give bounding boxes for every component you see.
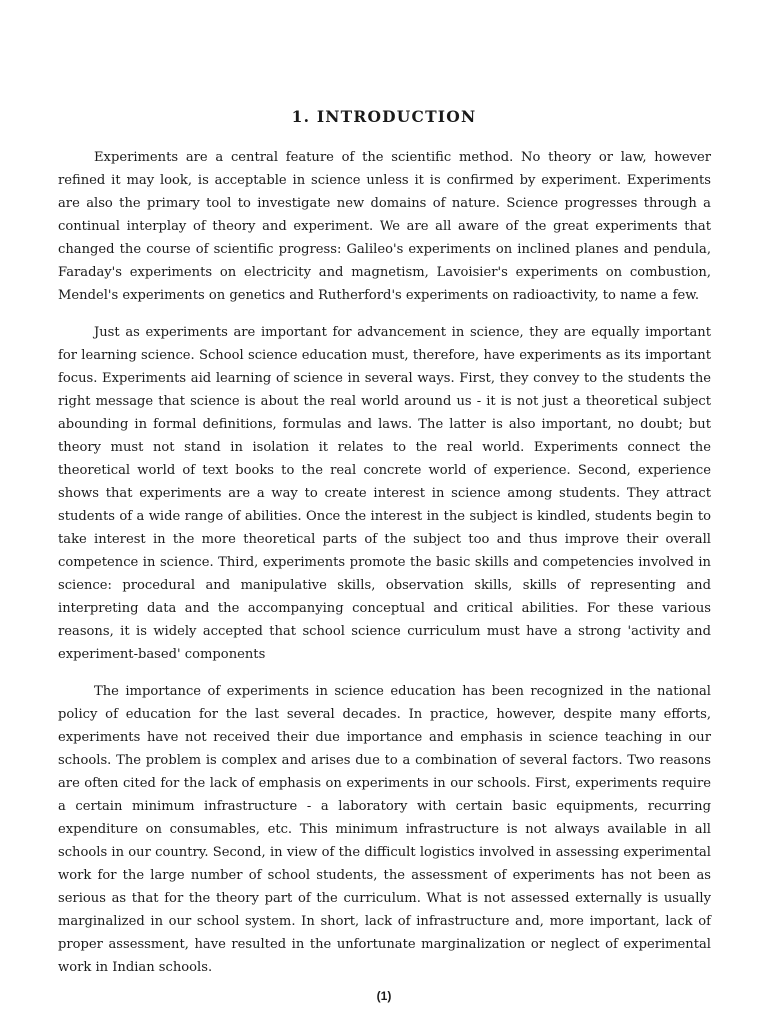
body-text	[58, 146, 711, 979]
page-number: (1)	[376, 989, 392, 1003]
paragraph-3: The importance of experiments in science education has been recognized in the national policy of education for the last several decades. In practice, however, despite many efforts, experiments have not received their due importance and emphasis in science teaching in our schools. The problem is complex and arises due to a combination of several factors. Two reasons are often cited for the lack of emphasis on experiments in our schools. First, experiments require a certain minimum infrastructure - a laboratory with certain basic equipments, recurring expenditure on consumables, etc. This minimum infrastructure is not always available in all schools in our country. Second, in view of the difficult logistics involved in assessing experimental work for the large number of school students, the assessment of experiments has not been as serious as that for the theory part of the curriculum. What is not assessed externally is usually marginalized in our school system. In short, lack of infrastructure and, more important, lack of proper assessment, have resulted in the unfortunate marginalization or neglect of experimental work in Indian schools.	[58, 684, 711, 975]
paragraph-1: Experiments are a central feature of the scientific method. No theory or law, however refined it may look, is acceptable in science unless it is confirmed by experiment. Experiments are also the primary tool to investigate new domains of nature. Science progresses through a continual interplay of theory and experiment. We are all aware of the great experiments that changed the course of scientific progress: Galileo's experiments on inclined planes and pendula, Faraday's experiments on electricity and magnetism, Lavoisier's experiments on combustion, Mendel's experiments on genetics and Rutherford's experiments on radioactivity, to name a few.	[58, 150, 711, 303]
paragraph-2: Just as experiments are important for advancement in science, they are equally important for learning science. School science education must, therefore, have experiments as its important focus. Experiments aid learning of science in several ways. First, they convey to the students the right message that science is about the real world around us - it is not just a theoretical subject abounding in formal definitions, formulas and laws. The latter is also important, no doubt; but theory must not stand in isolation it relates to the real world. Experiments connect the theoretical world of text books to the real concrete world of experience. Second, experience shows that experiments are a way to create interest in science among students. They attract students of a wide range of abilities. Once the interest in the subject is kindled, students begin to take interest in the more theoretical parts of the subject too and thus improve their overall competence in science. Third, experiments promote the basic skills and competencies involved in science: procedural and manipulative skills, observation skills, skills of representing and interpreting data and the accompanying conceptual and critical abilities. For these various reasons, it is widely accepted that school science curriculum must have a strong 'activity and experiment-based' components	[58, 325, 711, 662]
section-heading: 1. INTRODUCTION	[291, 107, 477, 126]
